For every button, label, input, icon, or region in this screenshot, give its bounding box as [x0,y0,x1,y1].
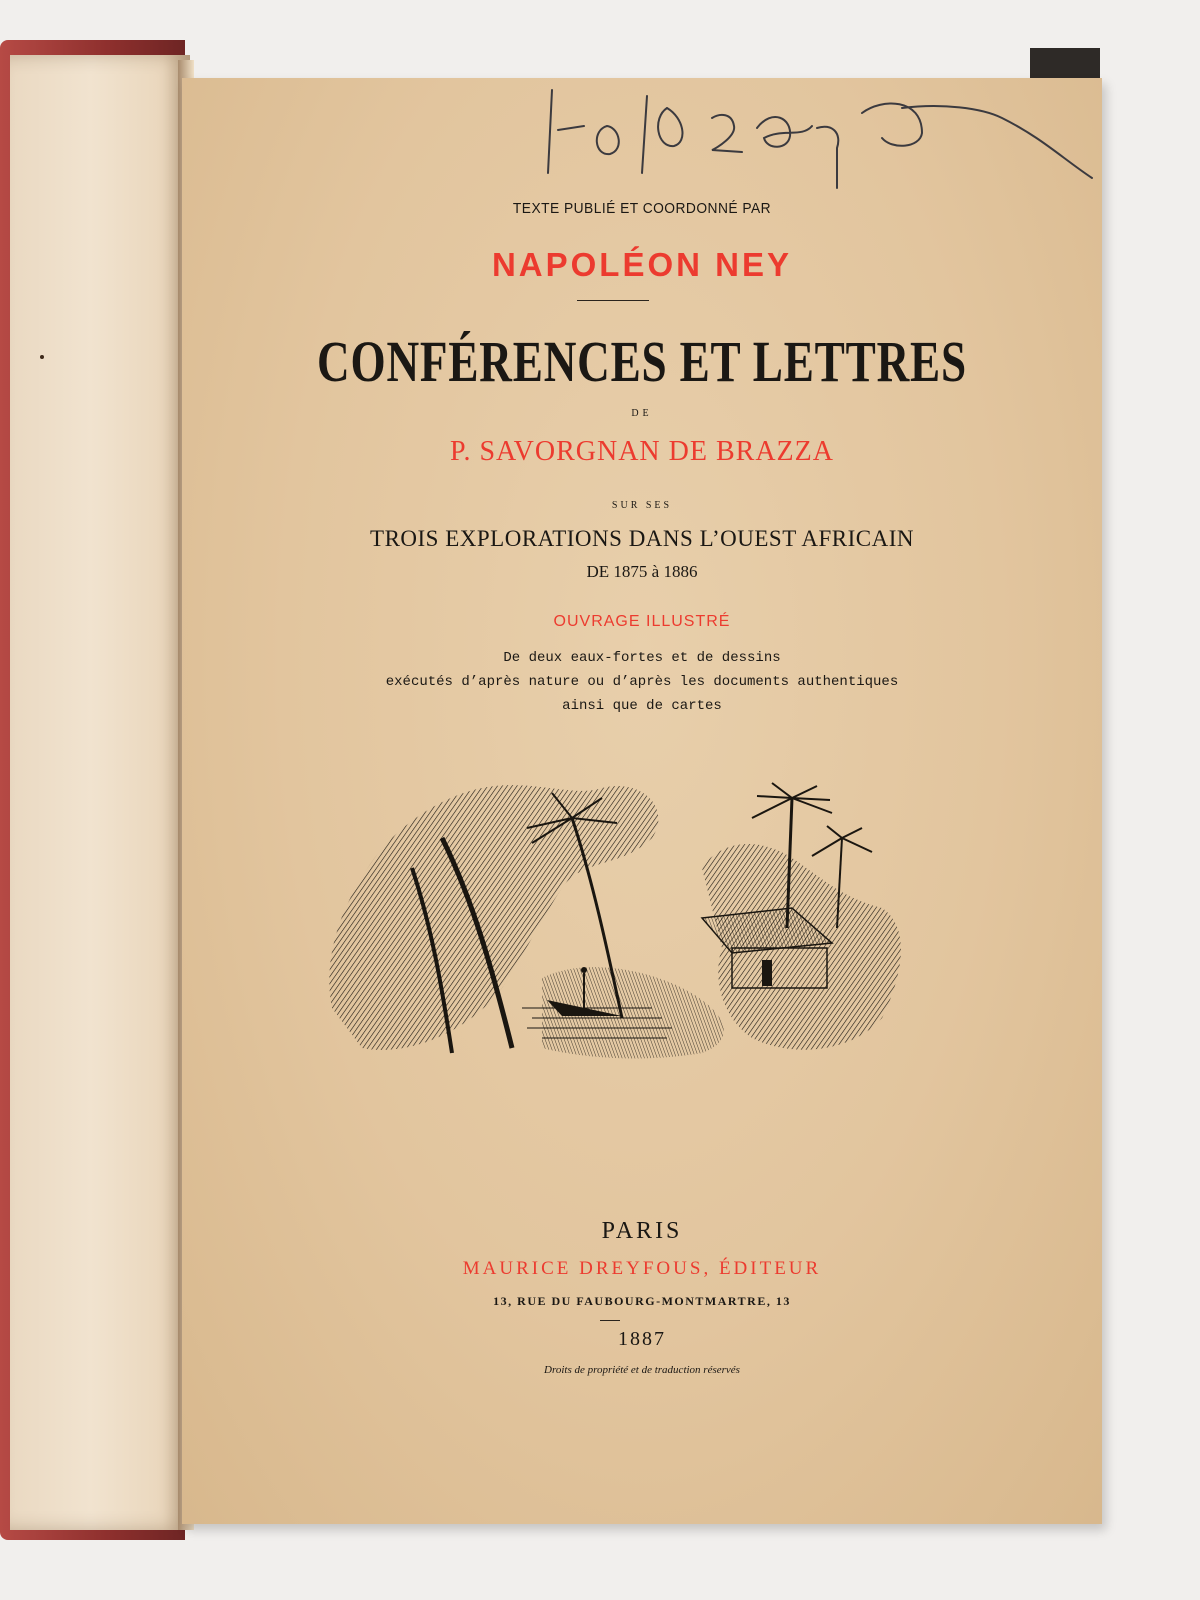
main-title: CONFÉRENCES ET LETTRES [317,329,967,394]
connector-sur-ses: SUR SES [611,500,673,511]
description-line-1: De deux eaux-fortes et de dessins [503,650,781,666]
editor-name: NAPOLÉON NEY [491,246,793,283]
description-line-3: ainsi que de cartes [562,698,722,714]
intro-label: TEXTE PUBLIÉ ET COORDONNÉ PAR [512,200,772,217]
description-line-2: exécutés d’après nature ou d’après les documents authentiques [385,674,899,690]
jungle-engraving-illustration [322,778,912,1063]
left-page [10,55,190,1530]
author-name: P. SAVORGNAN DE BRAZZA [450,436,834,467]
publisher-address: 13, RUE DU FAUBOURG-MONTMARTRE, 13 [493,1294,791,1308]
date-range: DE 1875 à 1886 [586,562,698,581]
page-stain [40,355,44,359]
title-rule [577,300,649,301]
rights-notice: Droits de propriété et de traduction réservés [544,1364,740,1376]
publisher-name: MAURICE DREYFOUS, ÉDITEUR [462,1258,822,1279]
handwritten-annotation [362,78,1102,198]
connector-de: DE [631,408,653,419]
subject-line: TROIS EXPLORATIONS DANS L’OUEST AFRICAIN [370,526,914,551]
year-rule [600,1320,620,1321]
publication-year: 1887 [618,1328,666,1350]
title-page [182,78,1102,1524]
publication-city: PARIS [601,1218,683,1244]
illustrated-label: OUVRAGE ILLUSTRÉ [553,613,731,630]
